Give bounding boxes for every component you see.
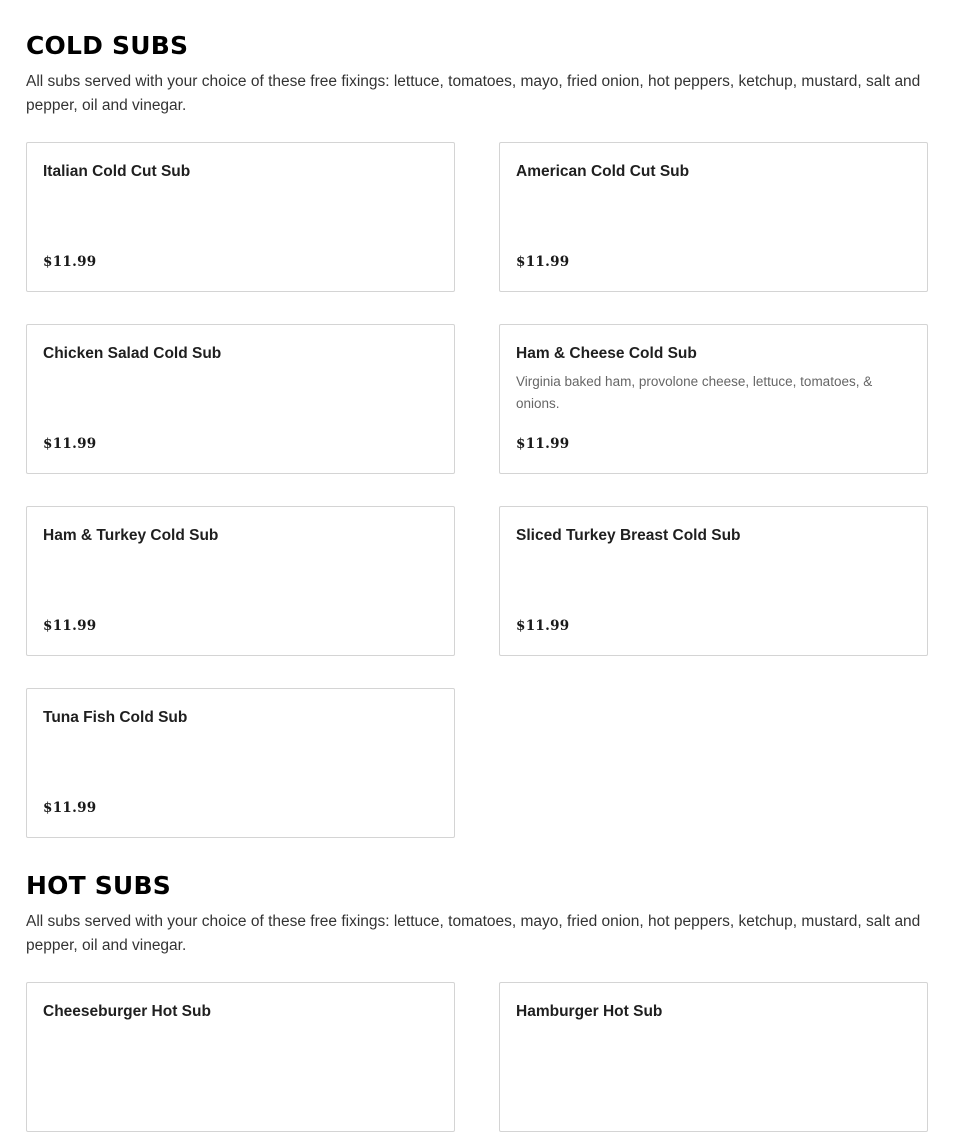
menu-item-price: $11.99 <box>516 436 570 452</box>
section-description: All subs served with your choice of these free fixings: lettuce, tomatoes, mayo, fried onion, hot peppers, ketchup, mustard, salt and pepper, oil and vinegar. <box>26 73 921 114</box>
menu-item-name: Chicken Salad Cold Sub <box>43 345 222 362</box>
menu-item-price: $11.99 <box>43 254 97 270</box>
menu-item-card[interactable] <box>26 688 455 838</box>
menu-item-card[interactable] <box>499 982 928 1132</box>
menu-item-card[interactable] <box>499 142 928 292</box>
menu-item-price: $11.99 <box>43 618 97 634</box>
menu-item-card[interactable] <box>26 982 455 1132</box>
menu-item-name: Cheeseburger Hot Sub <box>43 1003 211 1020</box>
menu-item-name: American Cold Cut Sub <box>516 163 690 180</box>
menu-item-name: Ham & Cheese Cold Sub <box>516 345 697 362</box>
menu-item-price: $11.99 <box>43 800 97 816</box>
cold-subs-section <box>26 30 944 838</box>
menu-item-name: Ham & Turkey Cold Sub <box>43 527 219 544</box>
menu-item-name: Sliced Turkey Breast Cold Sub <box>516 527 741 544</box>
menu-item-name: Hamburger Hot Sub <box>516 1003 663 1020</box>
menu-item-card[interactable] <box>26 142 455 292</box>
menu-item-price: $11.99 <box>516 618 570 634</box>
menu-item-card[interactable] <box>26 506 455 656</box>
menu-item-card[interactable] <box>499 324 928 474</box>
section-title: COLD SUBS <box>26 31 189 60</box>
section-description: All subs served with your choice of these free fixings: lettuce, tomatoes, mayo, fried onion, hot peppers, ketchup, mustard, salt and pepper, oil and vinegar. <box>26 913 921 954</box>
menu-item-name: Italian Cold Cut Sub <box>43 163 191 180</box>
menu-item-grid <box>26 142 944 838</box>
menu-item-name: Tuna Fish Cold Sub <box>43 709 188 726</box>
menu-item-card[interactable] <box>499 506 928 656</box>
menu-item-description: Virginia baked ham, provolone cheese, lettuce, tomatoes, & onions. <box>516 374 873 411</box>
menu-item-card[interactable] <box>26 324 455 474</box>
menu-item-price: $11.99 <box>516 254 570 270</box>
menu-item-grid <box>26 982 944 1132</box>
section-title: HOT SUBS <box>26 871 171 900</box>
hot-subs-section <box>26 870 944 1132</box>
menu-item-price: $11.99 <box>43 436 97 452</box>
